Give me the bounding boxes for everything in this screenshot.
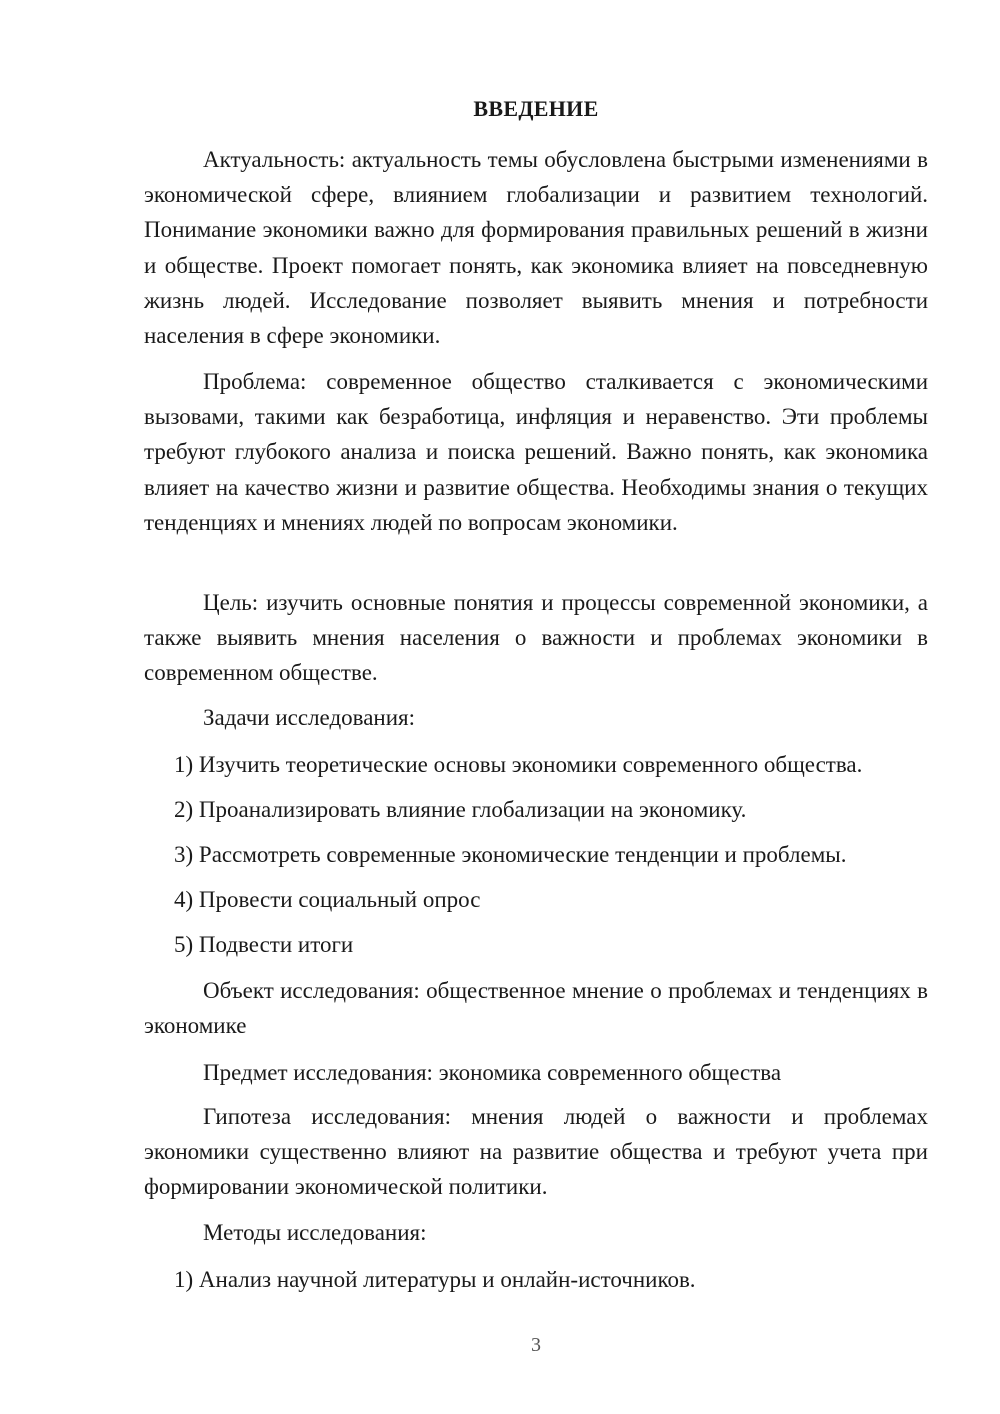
paragraph-hypothesis: Гипотеза исследования: мнения людей о важности и проблемах экономики существенно влияют на развитие общества и требуют учета при формировании экономической политики.	[144, 1104, 928, 1200]
method-item-1: 1) Анализ научной литературы и онлайн-источников.	[174, 1267, 696, 1292]
task-item-3: 3) Рассмотреть современные экономические тенденции и проблемы.	[174, 842, 847, 867]
task-item-4: 4) Провести социальный опрос	[174, 887, 481, 912]
page-title: ВВЕДЕНИЕ	[473, 96, 599, 121]
task-item-1: 1) Изучить теоретические основы экономики современного общества.	[174, 752, 863, 777]
page-number: 3	[531, 1334, 541, 1356]
task-item-5: 5) Подвести итоги	[174, 932, 354, 957]
paragraph-object: Объект исследования: общественное мнение о проблемах и тенденциях в экономике	[144, 978, 928, 1039]
paragraph-relevance: Актуальность: актуальность темы обусловлена быстрыми изменениями в экономической сфере, влиянием глобализации и развитием технологий. Понимание экономики важно для формирования правильных решений в жизни и обществе. Проект помогает понять, как экономика влияет на повседневную жизнь людей. Исследование позволяет выявить мнения и потребности населения в сфере экономики.	[144, 147, 928, 349]
methods-heading: Методы исследования:	[203, 1220, 427, 1245]
task-item-2: 2) Проанализировать влияние глобализации на экономику.	[174, 797, 747, 822]
paragraph-goal: Цель: изучить основные понятия и процессы современной экономики, а также выявить мнения населения о важности и проблемах экономики в современном обществе.	[144, 590, 928, 686]
tasks-heading: Задачи исследования:	[203, 705, 416, 730]
paragraph-subject: Предмет исследования: экономика современного общества	[203, 1060, 782, 1085]
paragraph-problem: Проблема: современное общество сталкивается с экономическими вызовами, такими как безработица, инфляция и неравенство. Эти проблемы требуют глубокого анализа и поиска решений. Важно понять, как экономика влияет на качество жизни и развитие общества. Необходимы знания о текущих тенденциях и мнениях людей по вопросам экономики.	[144, 369, 928, 535]
